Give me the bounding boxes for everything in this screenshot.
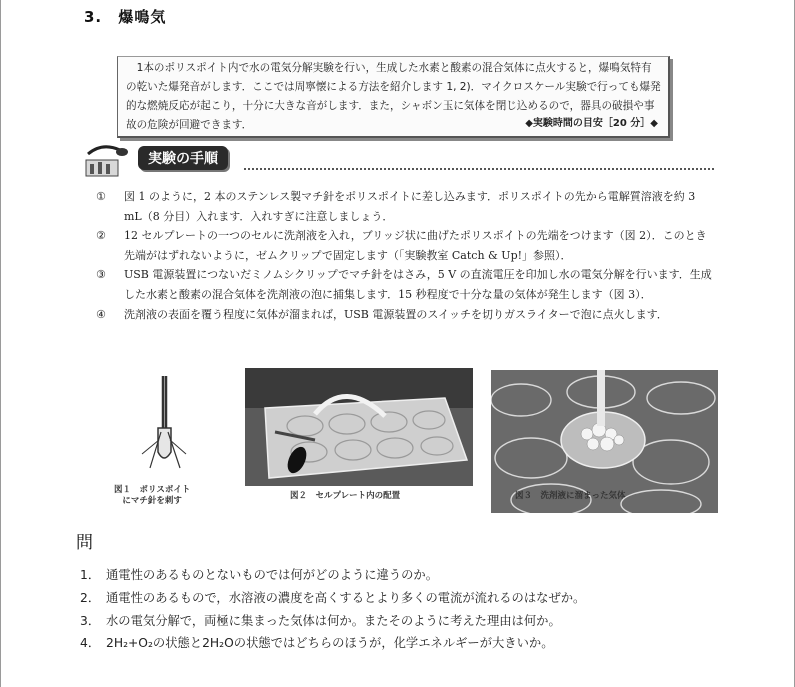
step-number: ②: [96, 229, 106, 243]
figure-3-caption: 図３ 洗剤液に溜まった気体: [515, 491, 626, 501]
question-number: 2．: [80, 590, 101, 605]
question-text: 水の電気分解で，両極に集まった気体は何か。またそのように考えた理由は何か。: [106, 613, 561, 628]
step-2: [96, 226, 716, 265]
intro-box: [117, 56, 670, 138]
step-text: 図 1 のように，2 本のステンレス製マチ針をポリスポイトに差し込みます．ポリスポイトの先から電解質溶液を約 3 mL（8 分目）入れます．入れすぎに注意しましょう．: [124, 190, 696, 223]
question-item: [80, 632, 585, 655]
procedure-header: [84, 140, 714, 180]
step-number: ①: [96, 190, 106, 203]
question-text: 通電性のあるもので，水溶液の濃度を高くするとより多くの電流が流れるのはなぜか。: [106, 590, 586, 605]
question-number: 4．: [80, 636, 101, 651]
step-text: 洗剤液の表面を覆う程度に気体が溜まれば，USB 電源装置のスイッチを切りガスライターで泡に点火します．: [124, 307, 668, 321]
step-text: 12 セルプレートの一つのセルに洗剤液を入れ，ブリッジ状に曲げたポリスポイトの先端をつけます（図 2）．このとき先端がはずれないように，ゼムクリップで固定します（「実験教室 Catch & Up!」参照）．: [124, 229, 707, 262]
step-number: ③: [96, 268, 106, 282]
procedure-steps: [96, 187, 716, 324]
figure-2-cell-plate-photo: [245, 368, 473, 486]
question-text: 2H₂+O₂の状態と2H₂Oの状態ではどちらのほうが，化学エネルギーが大きいか。: [106, 636, 554, 651]
procedure-divider: [244, 168, 714, 170]
question-item: [80, 587, 585, 610]
intro-text: 1本のポリスポイト内で水の電気分解実験を行い，生成した水素と酸素の混合気体に点火すると，爆鳴気特有の乾いた爆発音がします．ここでは周寧懐による方法を紹介します 1, 2)．マイクロスケール実験で行っても爆発的な燃焼反応が起こり，十分に大きな音がします．また，シャボン玉に気体を閉じ込めるので，器具の破損や事故の危険が回避できます．: [126, 62, 661, 131]
question-text: 通電性のあるものとないものでは何がどのように違うのか。: [106, 568, 439, 582]
question-number: 1．: [80, 568, 101, 582]
question-item: [80, 610, 585, 633]
figure-1-caption: 図１ ポリスポイト にマチ針を刺す: [114, 485, 191, 506]
step-text: USB 電源装置につないだミノムシクリップでマチ針をはさみ，5 V の直流電圧を印加し水の電気分解を行います．生成した水素と酸素の混合気体を洗剤液の泡に捕集します．15 秒程度で十分な量の気体が発生します（図 3）．: [124, 268, 712, 301]
experiment-time: ◆実験時間の目安［20 分］◆: [525, 118, 658, 129]
step-1: [96, 187, 716, 226]
section-number: 3.: [84, 8, 103, 26]
questions-heading: 問: [76, 533, 93, 553]
figure-2-caption: 図２ セルプレート内の配置: [290, 491, 401, 501]
questions-list: [80, 564, 585, 655]
test-tube-icon: [84, 140, 136, 178]
page-left-border: [0, 0, 1, 687]
step-4: [96, 305, 716, 325]
procedure-heading: 実験の手順: [138, 146, 228, 170]
step-3: [96, 265, 716, 304]
question-number: 3．: [80, 613, 101, 628]
step-number: ④: [96, 307, 106, 321]
figure-1-dropper-diagram: [128, 372, 200, 476]
section-title-text: 爆鳴気: [118, 8, 167, 26]
question-item: [80, 564, 585, 587]
section-title: [84, 6, 166, 27]
